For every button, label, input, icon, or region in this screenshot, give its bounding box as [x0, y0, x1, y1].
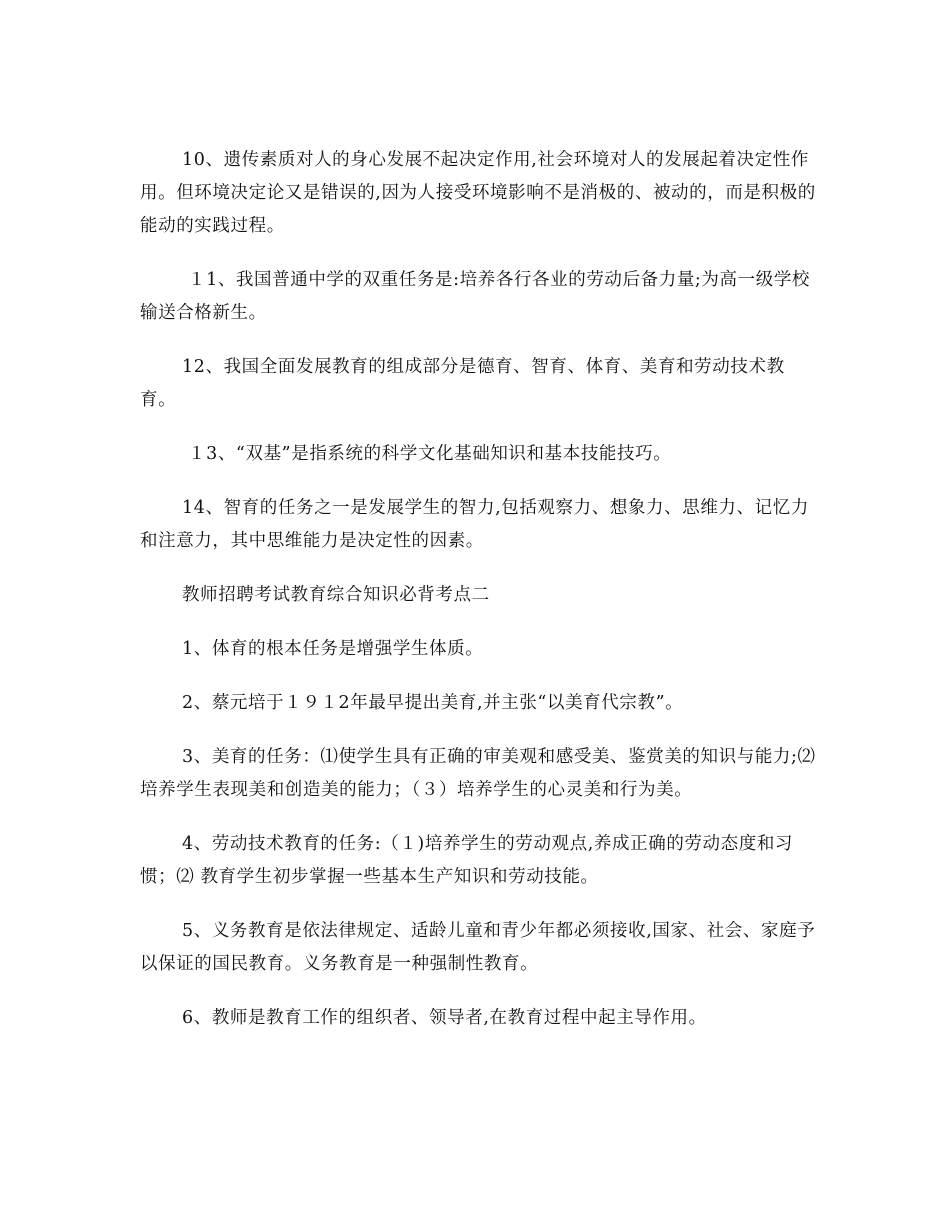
paragraph-12: 12、我国全面发展教育的组成部分是德育、智育、体育、美育和劳动技术教育。 [140, 357, 785, 410]
paragraph-10: 10、遗传素质对人的身心发展不起决定作用,社会环境对人的发展起着决定性作用。但环境决定论又是错误的,因为人接受环境影响不是消极的、被动的，而是积极的能动的实践过程。 [140, 150, 816, 236]
paragraph-5: 5、义务教育是依法律规定、适龄儿童和青少年都必须接收,国家、社会、家庭予以保证的国民教育。义务教育是一种强制性教育。 [140, 921, 816, 974]
paragraph-11: １1、我国普通中学的双重任务是:培养各行各业的劳动后备力量;为高一级学校输送合格新生。 [140, 270, 811, 323]
section-heading: 教师招聘考试教育综合知识必背考点二 [182, 585, 490, 605]
paragraph-2: 2、蔡元培于１９１2年最早提出美育,并主张“以美育代宗教”。 [182, 693, 684, 713]
paragraph-6: 6、教师是教育工作的组织者、领导者,在教育过程中起主导作用。 [182, 1008, 707, 1028]
paragraph-1: 1、体育的根本任务是增强学生体质。 [182, 639, 484, 659]
paragraph-3: 3、美育的任务：⑴使学生具有正确的审美观和感受美、鉴赏美的知识与能力;⑵ 培养学生表现美和创造美的能力；（３）培养学生的心灵美和行为美。 [140, 747, 816, 800]
paragraph-14: 14、智育的任务之一是发展学生的智力,包括观察力、想象力、思维力、记忆力和注意力，其中思维能力是决定性的因素。 [140, 498, 809, 551]
document-body [140, 144, 820, 1056]
paragraph-4: 4、劳动技术教育的任务:（１)培养学生的劳动观点,养成正确的劳动态度和习惯；⑵ 教育学生初步掌握一些基本生产知识和劳动技能。 [140, 834, 794, 887]
paragraph-13: １3、“双基”是指系统的科学文化基础知识和基本技能技巧。 [188, 444, 672, 464]
